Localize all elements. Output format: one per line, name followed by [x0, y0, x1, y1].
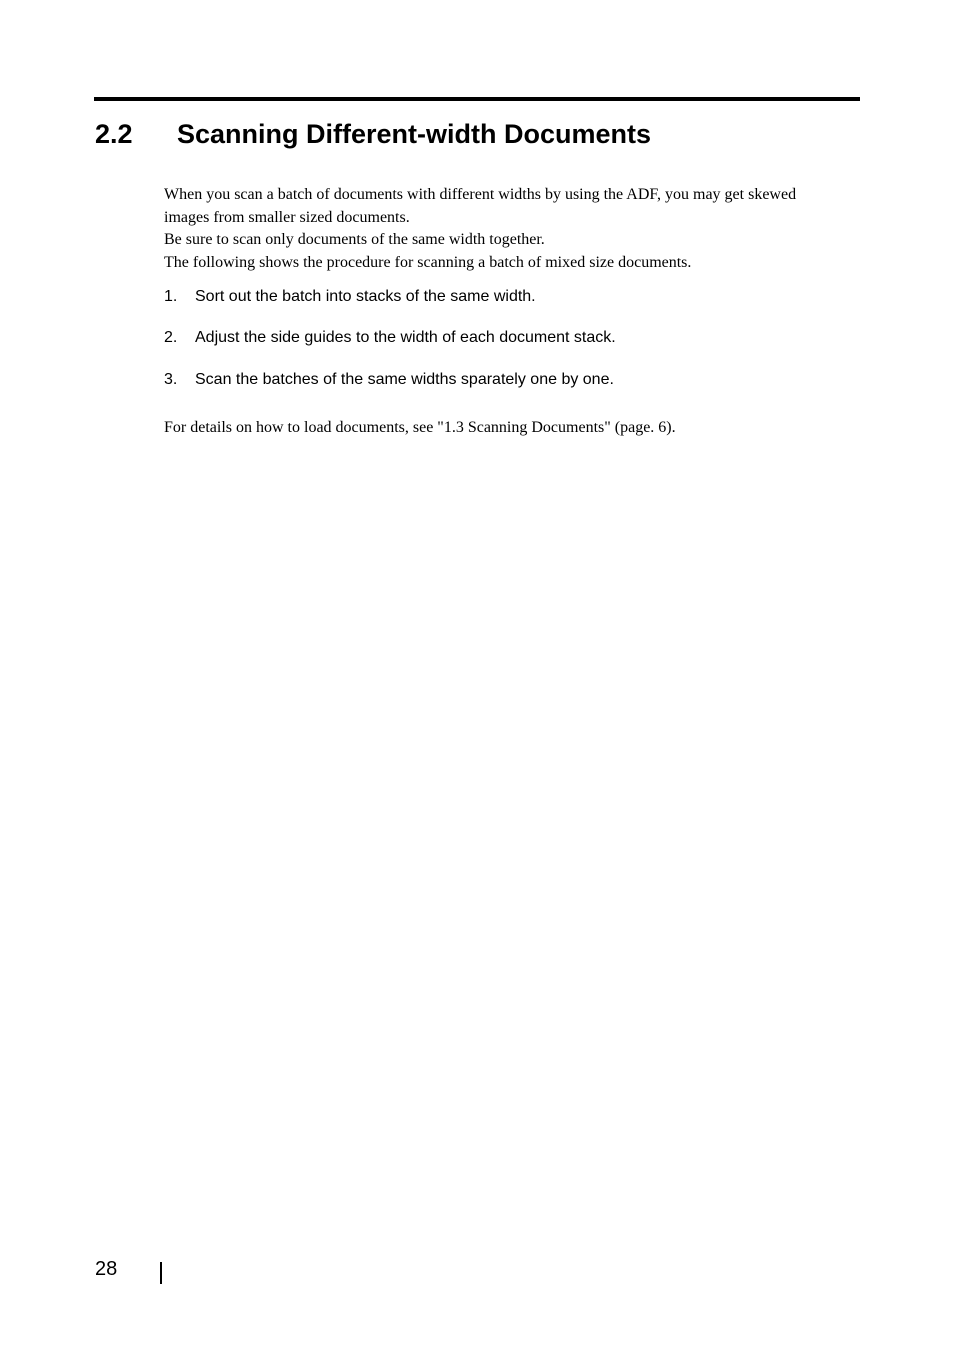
footer-divider	[160, 1262, 162, 1284]
procedure-step	[164, 327, 616, 349]
top-rule	[94, 97, 860, 101]
step-text: Adjust the side guides to the width of each document stack.	[195, 329, 616, 346]
section-title: Scanning Different-width Documents	[177, 119, 652, 149]
step-number: 3.	[164, 371, 178, 388]
intro-line: Be sure to scan only documents of the same width together.	[164, 231, 545, 248]
step-number: 1.	[164, 288, 178, 305]
procedure-step	[164, 286, 536, 308]
step-text: Scan the batches of the same widths sparately one by one.	[195, 371, 614, 388]
intro-paragraph	[164, 184, 864, 274]
section-heading	[95, 116, 651, 152]
section-number: 2.2	[95, 119, 133, 149]
intro-line: When you scan a batch of documents with different widths by using the ADF, you may get skewed	[164, 186, 797, 203]
intro-line: images from smaller sized documents.	[164, 208, 410, 226]
reference-note: For details on how to load documents, see "1.3 Scanning Documents" (page. 6).	[164, 419, 676, 436]
intro-line: The following shows the procedure for scanning a batch of mixed size documents.	[164, 253, 692, 271]
step-text: Sort out the batch into stacks of the same width.	[195, 288, 536, 305]
page-number: 28	[95, 1258, 118, 1280]
procedure-step	[164, 369, 614, 391]
step-number: 2.	[164, 329, 178, 346]
